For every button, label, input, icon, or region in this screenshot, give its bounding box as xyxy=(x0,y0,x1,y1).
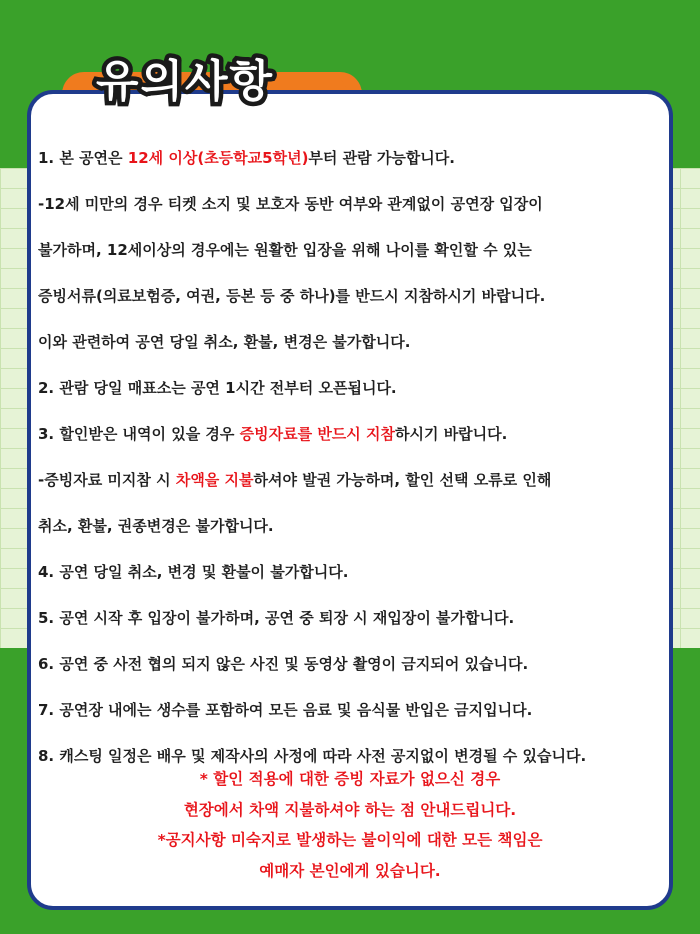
warning-line: 예매자 본인에게 있습니다. xyxy=(259,861,441,880)
warning-line: 현장에서 차액 지불하셔야 하는 점 안내드립니다. xyxy=(183,800,517,819)
footer-warning xyxy=(40,764,660,886)
warning-line: *공지사항 미숙지로 발생하는 불이익에 대한 모든 책임은 xyxy=(157,831,543,849)
notice-item xyxy=(38,184,668,230)
item-text: 증빙서류(의료보험증, 여권, 등본 등 중 하나)를 반드시 지참하시기 바랍니다. xyxy=(38,287,546,305)
item-text: 하시기 바랍니다. xyxy=(395,425,508,443)
notice-item xyxy=(38,598,668,644)
notice-item xyxy=(38,644,668,690)
item-text: 4. 공연 당일 취소, 변경 및 환불이 불가합니다. xyxy=(38,563,349,581)
item-text: 8. 캐스팅 일정은 배우 및 제작사의 사정에 따라 사전 공지없이 변경될 수 있습니다. xyxy=(38,747,587,765)
item-text: 2. 관람 당일 매표소는 공연 1시간 전부터 오픈됩니다. xyxy=(38,379,397,397)
item-text: 부터 관람 가능합니다. xyxy=(308,149,455,167)
notice-item xyxy=(38,414,668,460)
item-text: 이와 관련하여 공연 당일 취소, 환불, 변경은 불가합니다. xyxy=(38,333,411,351)
item-text: 1. 본 공연은 xyxy=(38,149,128,167)
item-text: 하셔야 발권 가능하며, 할인 선택 오류로 인해 xyxy=(253,471,552,489)
highlight-text: 차액을 지불 xyxy=(175,471,254,489)
notice-item xyxy=(38,506,668,552)
item-text: 불가하며, 12세이상의 경우에는 원활한 입장을 위해 나이를 확인할 수 있는 xyxy=(38,241,532,259)
item-text: 5. 공연 시작 후 입장이 불가하며, 공연 중 퇴장 시 재입장이 불가합니다. xyxy=(38,609,515,627)
page-title: 유의사항 xyxy=(96,56,275,107)
notice-item xyxy=(38,460,668,506)
notice-item xyxy=(38,368,668,414)
item-text: 7. 공연장 내에는 생수를 포함하여 모든 음료 및 음식물 반입은 금지입니다. xyxy=(38,701,533,719)
item-text: -증빙자료 미지참 시 xyxy=(38,471,176,489)
notice-item xyxy=(38,276,668,322)
notice-item xyxy=(38,322,668,368)
item-text: 취소, 환불, 권종변경은 불가합니다. xyxy=(38,517,274,535)
warning-line: * 할인 적용에 대한 증빙 자료가 없으신 경우 xyxy=(199,770,501,788)
item-text: 6. 공연 중 사전 협의 되지 않은 사진 및 동영상 촬영이 금지되어 있습니다. xyxy=(38,655,529,673)
notice-item xyxy=(38,552,668,598)
item-text: 3. 할인받은 내역이 있을 경우 xyxy=(38,425,240,443)
highlight-text: 증빙자료를 반드시 지참 xyxy=(239,425,395,443)
highlight-text: 12세 이상(초등학교5학년) xyxy=(127,149,309,167)
notice-item xyxy=(38,138,668,184)
item-text: -12세 미만의 경우 티켓 소지 및 보호자 동반 여부와 관계없이 공연장 입장이 xyxy=(38,195,543,213)
notice-list xyxy=(38,138,668,782)
notice-item xyxy=(38,230,668,276)
notice-item xyxy=(38,690,668,736)
